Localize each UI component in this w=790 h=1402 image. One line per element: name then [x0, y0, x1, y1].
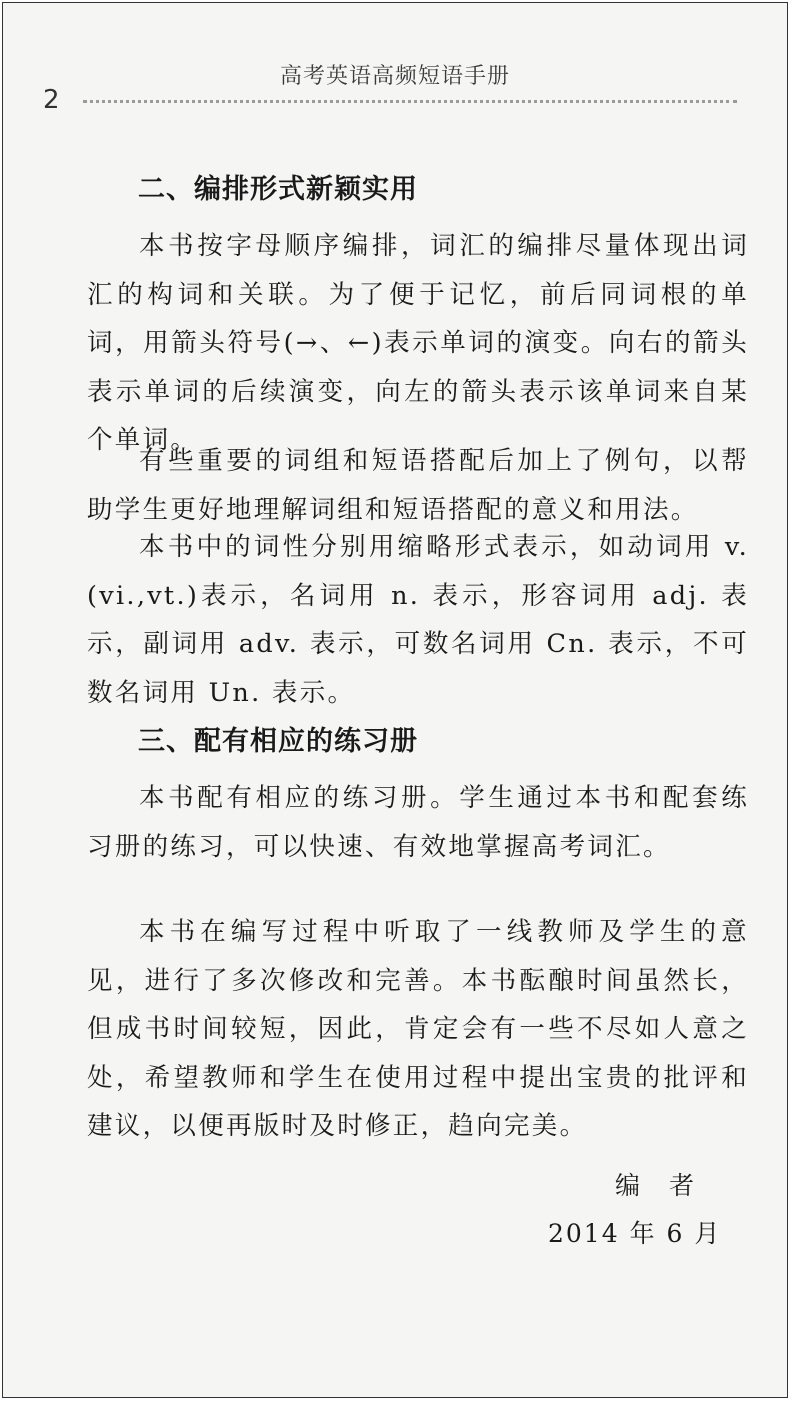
- paragraph-workbook: 本书配有相应的练习册。学生通过本书和配套练习册的练习，可以快速、有效地掌握高考词汇。: [87, 783, 749, 862]
- section-heading-layout: 二、编排形式新颖实用: [138, 174, 418, 205]
- header-dotted-rule: [83, 100, 737, 103]
- page-number: 2: [43, 85, 60, 115]
- paragraph-word-class-abbreviations: 本书中的词性分别用缩略形式表示，如动词用 v.(vi.,vt.)表示，名词用 n. 表示，形容词用 adj. 表示，副词用 adv. 表示，可数名词用 Cn. 表示，不可数名词用 Un. 表示。: [87, 532, 749, 708]
- paragraph-closing-remarks: 本书在编写过程中听取了一线教师及学生的意见，进行了多次修改和完善。本书酝酿时间虽然长，但成书时间较短，因此，肯定会有一些不尽如人意之处，希望教师和学生在使用过程中提出宝贵的批评和建议，以便再版时及时修正，趋向完美。: [87, 917, 749, 1141]
- book-page: [2, 2, 788, 1398]
- section-heading-workbook: 三、配有相应的练习册: [138, 726, 418, 757]
- signature-author: 编 者: [615, 1171, 697, 1200]
- running-header-title: 高考英语高频短语手册: [279, 64, 510, 89]
- signature-date: 2014 年 6 月: [548, 1219, 722, 1248]
- paragraph-example-sentences: 有些重要的词组和短语搭配后加上了例句，以帮助学生更好地理解词组和短语搭配的意义和用法。: [87, 446, 749, 525]
- paragraph-arrangement: 本书按字母顺序编排，词汇的编排尽量体现出词汇的构词和关联。为了便于记忆，前后同词根的单词，用箭头符号(→、←)表示单词的演变。向右的箭头表示单词的后续演变，向左的箭头表示该单词来自某个单词。: [87, 231, 749, 455]
